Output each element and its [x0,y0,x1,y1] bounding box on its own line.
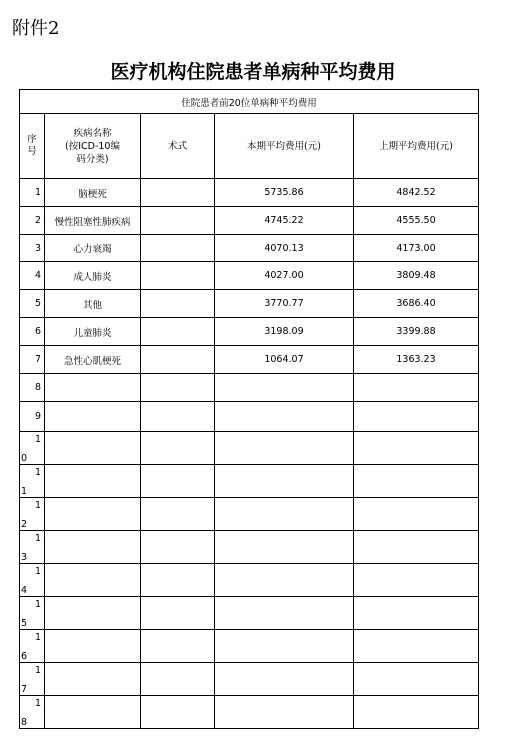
row-index-digit-b: 0 [21,453,28,464]
row-index-digit-a: 1 [34,500,41,511]
table-row [20,696,479,729]
header-disease-line3: 码分类) [76,153,109,165]
row-previous-avg: 4555.50 [354,207,479,235]
row-disease [45,498,141,531]
table-caption: 住院患者前20位单病种平均费用 [20,90,479,114]
row-index: 7 [20,346,45,374]
header-procedure: 术式 [141,114,215,179]
row-index: 4 [20,262,45,290]
row-previous-avg: 3399.88 [354,318,479,346]
row-index [20,564,45,597]
table-row [20,531,479,564]
row-index-digit-b: 5 [21,618,28,629]
row-index: 3 [20,235,45,262]
table-row [20,432,479,465]
row-current-avg [215,465,354,498]
row-previous-avg [354,696,479,729]
row-index: 9 [20,402,45,432]
row-procedure [141,498,215,531]
header-disease-line1: 疾病名称 [73,127,112,139]
row-index-digit-a: 1 [34,599,41,610]
row-index [20,597,45,630]
row-index-digit-b: 1 [21,486,28,497]
row-disease: 成人肺炎 [45,262,141,290]
header-disease-line2: (按ICD-10编 [65,140,120,152]
row-disease: 脑梗死 [45,179,141,207]
row-disease [45,663,141,696]
table-row [20,498,479,531]
header-seq-label: 序号 [27,134,37,157]
header-seq [20,114,45,179]
row-current-avg [215,630,354,663]
table-row [20,290,479,318]
row-current-avg [215,564,354,597]
table-caption-row [20,90,479,114]
row-disease [45,374,141,402]
row-current-avg [215,696,354,729]
row-current-avg [215,432,354,465]
table-row [20,630,479,663]
row-disease [45,564,141,597]
row-disease [45,531,141,564]
row-procedure [141,207,215,235]
row-disease [45,597,141,630]
row-procedure [141,262,215,290]
table-row [20,262,479,290]
row-disease [45,696,141,729]
row-index: 8 [20,374,45,402]
row-index-digit-b: 7 [21,684,28,695]
row-current-avg: 4070.13 [215,235,354,262]
row-index [20,465,45,498]
row-previous-avg [354,630,479,663]
row-index-digit-b: 6 [21,651,28,662]
table-row [20,318,479,346]
row-previous-avg [354,498,479,531]
row-disease [45,630,141,663]
row-index-digit-b: 4 [21,585,28,596]
row-previous-avg: 1363.23 [354,346,479,374]
table-row [20,374,479,402]
table-row [20,597,479,630]
row-previous-avg [354,402,479,432]
row-current-avg: 3770.77 [215,290,354,318]
row-current-avg [215,663,354,696]
attachment-label: 附件2 [12,18,60,39]
table-body [20,179,479,729]
table-row [20,564,479,597]
row-current-avg: 4745.22 [215,207,354,235]
row-procedure [141,402,215,432]
row-procedure [141,663,215,696]
row-index: 6 [20,318,45,346]
row-current-avg: 3198.09 [215,318,354,346]
row-procedure [141,564,215,597]
row-procedure [141,432,215,465]
row-index [20,696,45,729]
row-index-digit-a: 1 [34,665,41,676]
row-current-avg [215,597,354,630]
table-row [20,465,479,498]
table-header-row [20,114,479,179]
row-index-digit-a: 1 [34,698,41,709]
row-current-avg: 4027.00 [215,262,354,290]
row-procedure [141,531,215,564]
row-procedure [141,235,215,262]
row-procedure [141,374,215,402]
row-current-avg [215,498,354,531]
cost-table [19,89,479,729]
row-current-avg [215,374,354,402]
row-procedure [141,179,215,207]
row-index-digit-a: 1 [34,533,41,544]
page-title: 医疗机构住院患者单病种平均费用 [110,61,396,83]
row-current-avg: 5735.86 [215,179,354,207]
row-index [20,663,45,696]
row-procedure [141,290,215,318]
table-row [20,179,479,207]
row-disease: 慢性阻塞性肺疾病 [45,207,141,235]
row-procedure [141,597,215,630]
table-row [20,235,479,262]
row-index-digit-a: 1 [34,566,41,577]
row-current-avg [215,531,354,564]
table-row [20,663,479,696]
row-previous-avg: 3809.48 [354,262,479,290]
row-index [20,630,45,663]
table-row [20,402,479,432]
row-procedure [141,696,215,729]
header-disease [45,114,141,179]
row-disease: 急性心肌梗死 [45,346,141,374]
row-disease [45,402,141,432]
row-index [20,432,45,465]
row-disease [45,465,141,498]
row-previous-avg: 3686.40 [354,290,479,318]
row-disease: 儿童肺炎 [45,318,141,346]
row-procedure [141,465,215,498]
row-previous-avg [354,597,479,630]
row-previous-avg: 4173.00 [354,235,479,262]
row-index: 5 [20,290,45,318]
table-row [20,346,479,374]
row-index [20,498,45,531]
row-index: 1 [20,179,45,207]
row-previous-avg [354,374,479,402]
row-index-digit-a: 1 [34,434,41,445]
row-index-digit-a: 1 [34,632,41,643]
row-disease: 其他 [45,290,141,318]
row-procedure [141,346,215,374]
row-previous-avg [354,465,479,498]
row-previous-avg [354,432,479,465]
row-previous-avg [354,531,479,564]
row-index [20,531,45,564]
row-current-avg: 1064.07 [215,346,354,374]
row-disease: 心力衰竭 [45,235,141,262]
row-procedure [141,630,215,663]
row-current-avg [215,402,354,432]
row-previous-avg [354,663,479,696]
table-row [20,207,479,235]
header-current-avg: 本期平均费用(元) [215,114,354,179]
row-index: 2 [20,207,45,235]
row-index-digit-b: 3 [21,552,28,563]
row-index-digit-a: 1 [34,467,41,478]
header-previous-avg: 上期平均费用(元) [354,114,479,179]
row-disease [45,432,141,465]
row-previous-avg [354,564,479,597]
row-index-digit-b: 8 [21,717,28,728]
row-procedure [141,318,215,346]
row-index-digit-b: 2 [21,519,28,530]
row-previous-avg: 4842.52 [354,179,479,207]
